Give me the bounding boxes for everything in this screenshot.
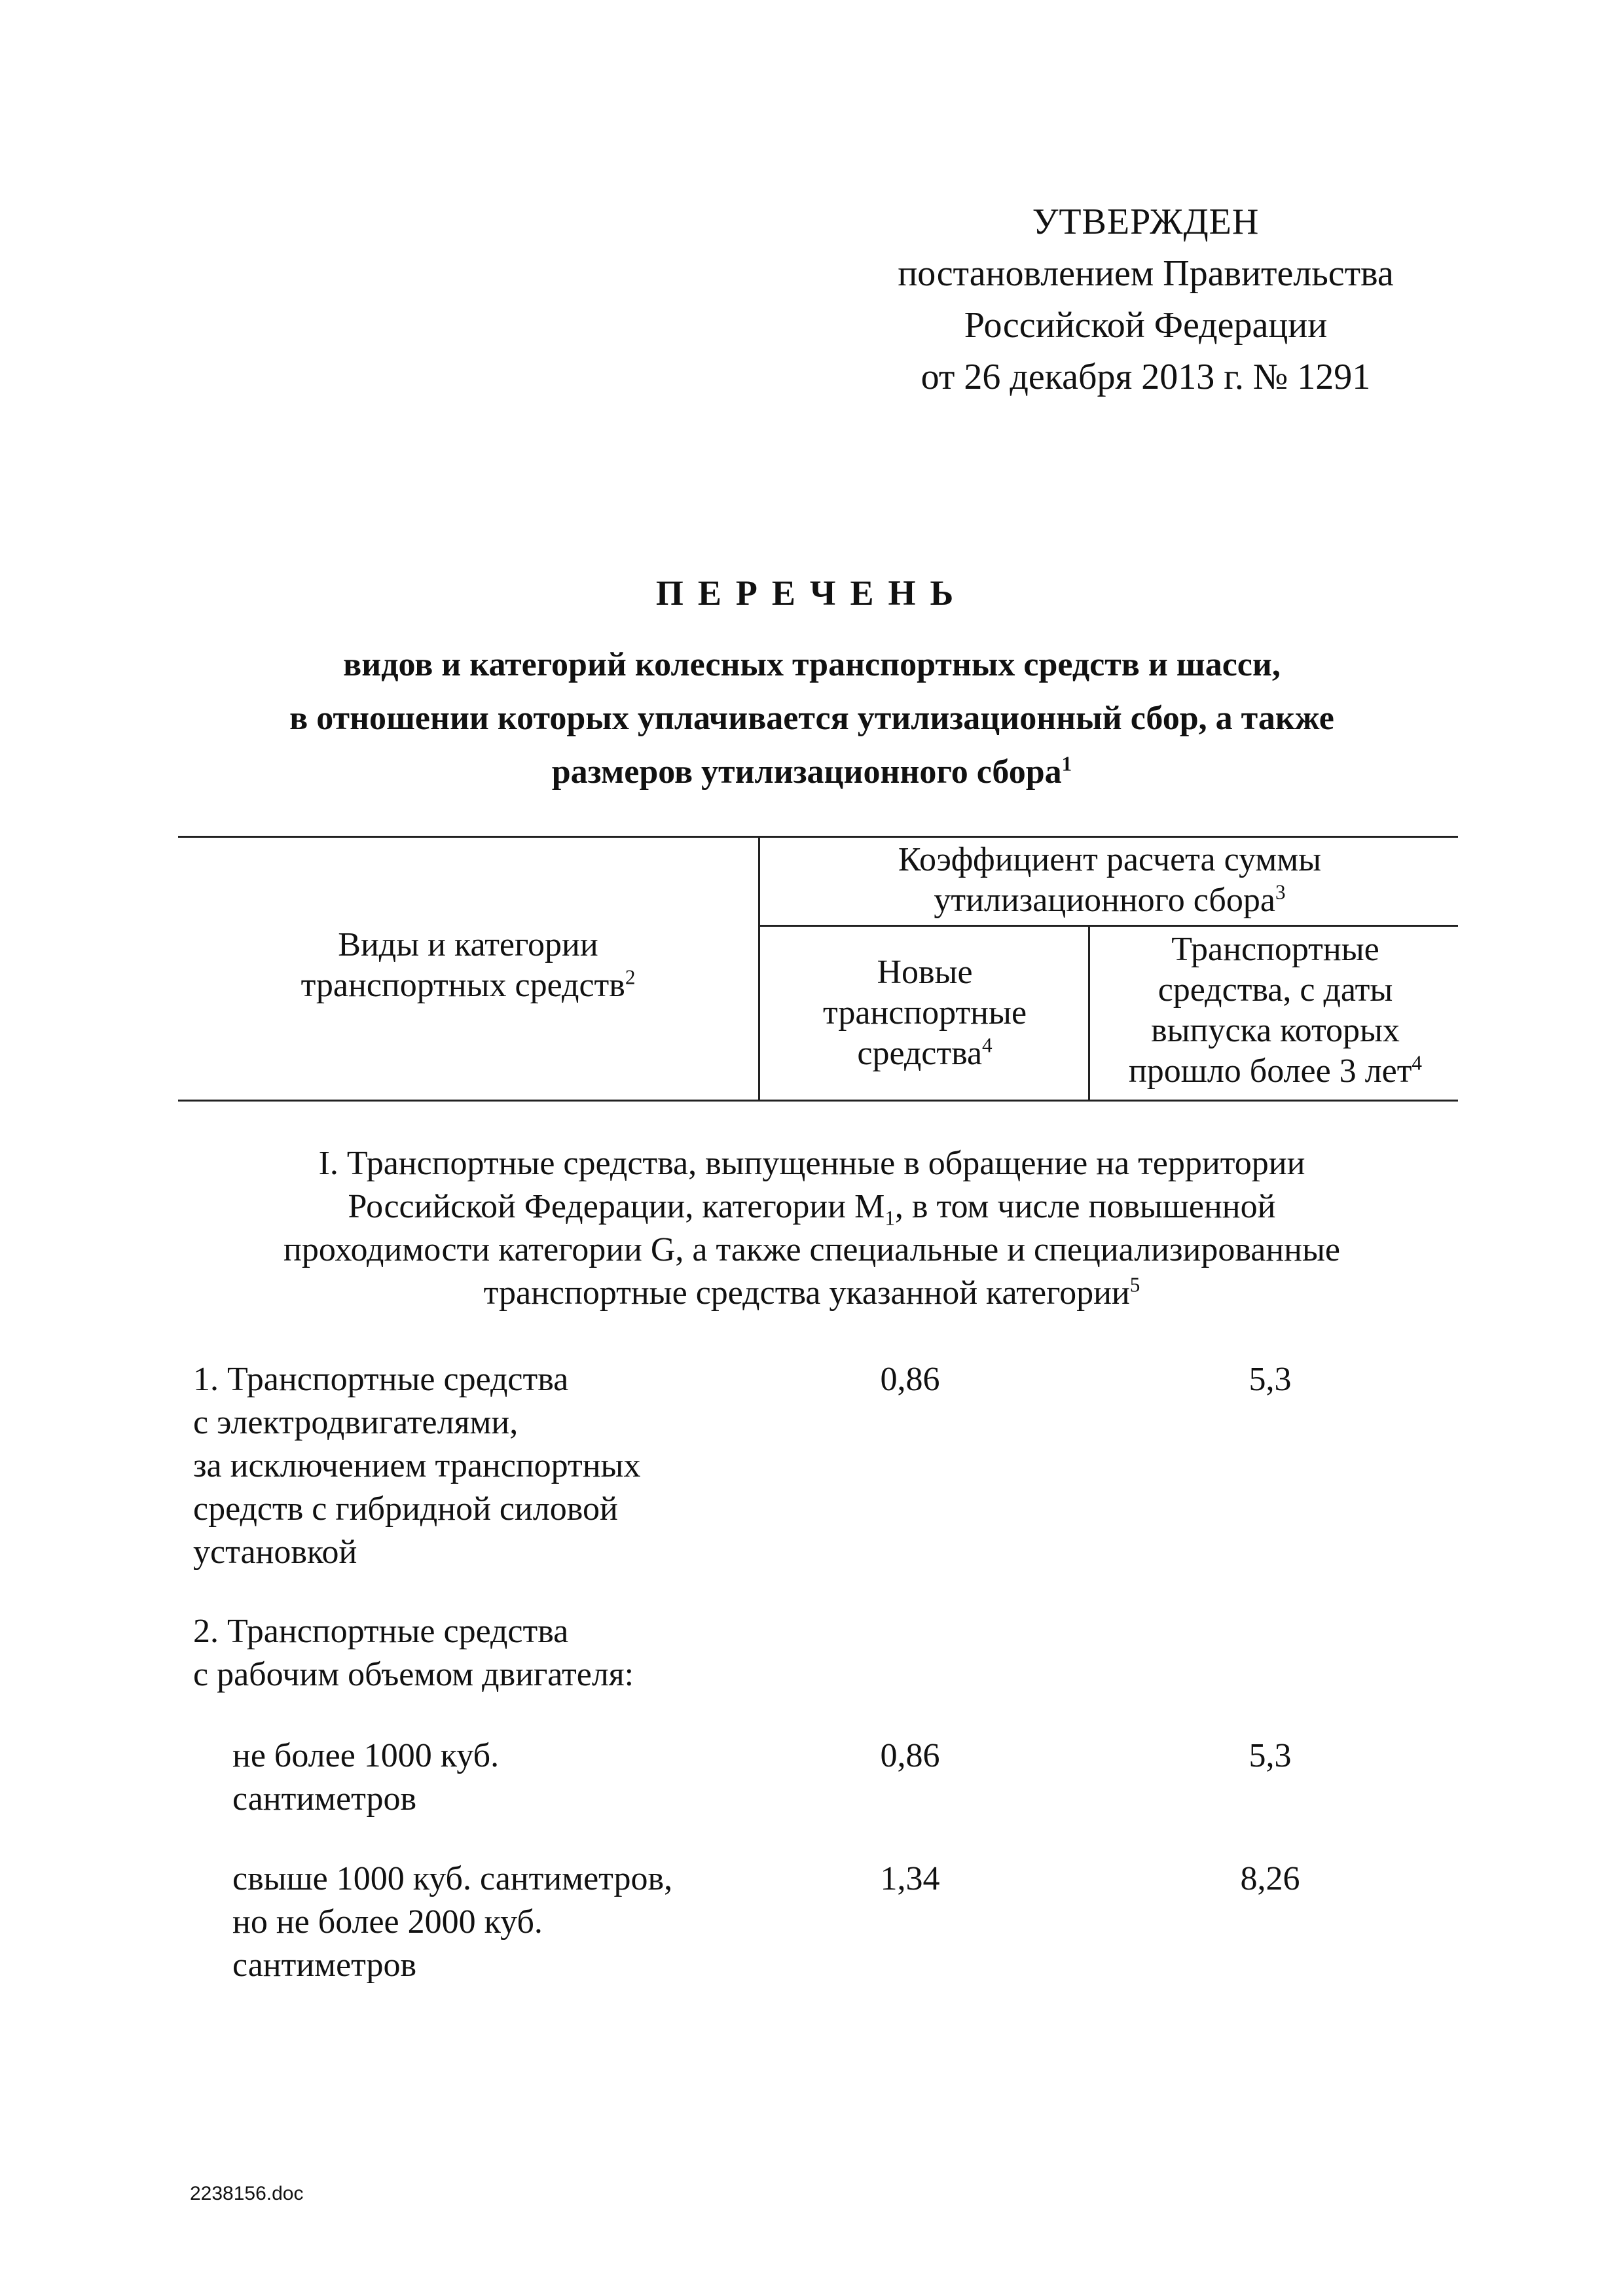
document-title: ПЕРЕЧЕНЬ — [655, 573, 968, 613]
footer-filename: 2238156.doc — [190, 2183, 304, 2204]
approval-title: УТВЕРЖДЕН — [1032, 202, 1260, 242]
table-bottom-border — [178, 1100, 1458, 1102]
subtitle-line-3: размеров утилизационного сбора$^1$ — [551, 752, 1072, 791]
subtitle-line-1: видов и категорий колесных транспортных средств и шасси, — [343, 646, 1281, 683]
row-2a-label: не более 1000 куб. сантиметров — [232, 1737, 500, 1818]
approval-block — [851, 196, 1440, 403]
row-1-used-value: 5,3 — [1249, 1361, 1292, 1398]
row-1-new-value: 0,86 — [880, 1361, 940, 1398]
row-2b-new-value: 1,34 — [880, 1860, 940, 1897]
approval-line-2: Российской Федерации — [964, 305, 1328, 346]
column-header-types: Виды и категории транспортных средств$^2$ — [301, 926, 636, 1004]
approval-line-3: от 26 декабря 2013 г. № 1291 — [921, 357, 1371, 397]
row-2a-used-value: 5,3 — [1249, 1737, 1292, 1774]
table-top-border — [178, 836, 1458, 838]
row-2b-label: свыше 1000 куб. сантиметров, но не более 2000 куб. сантиметров — [232, 1860, 673, 1984]
column-divider-1 — [758, 836, 760, 1100]
section-heading: I. Транспортные средства, выпущенные в обращение на территории Российской Федерации, категории $M_1$, в том числе повышенной проходимости категории G, а также специальные и специализированные транспортные средства указанной категории$^5$ — [283, 1145, 1340, 1312]
approval-line-1: постановлением Правительства — [898, 253, 1394, 294]
column-header-used: Транспортные средства, с даты выпуска которых прошло более 3 лет$^4$ — [1128, 931, 1423, 1090]
row-2a-new-value: 0,86 — [880, 1737, 940, 1774]
row-1-label: 1. Транспортные средства с электродвигателями, за исключением транспортных средств с гибридной силовой установкой — [193, 1361, 641, 1571]
column-divider-2 — [1088, 925, 1090, 1100]
footnote-ref-1: 1 — [1061, 752, 1072, 776]
column-group-coefficient: Коэффициент расчета суммы утилизационного сбора$^3$ — [898, 841, 1322, 919]
column-header-new: Новые транспортные средства$^4$ — [822, 954, 1027, 1072]
document-subtitle — [131, 638, 1493, 799]
row-2b-used-value: 8,26 — [1240, 1860, 1300, 1897]
row-2-label: 2. Транспортные средства с рабочим объемом двигателя: — [193, 1613, 634, 1693]
group-divider — [758, 925, 1458, 927]
subtitle-line-2: в отношении которых уплачивается утилизационный сбор, а также — [289, 700, 1334, 737]
